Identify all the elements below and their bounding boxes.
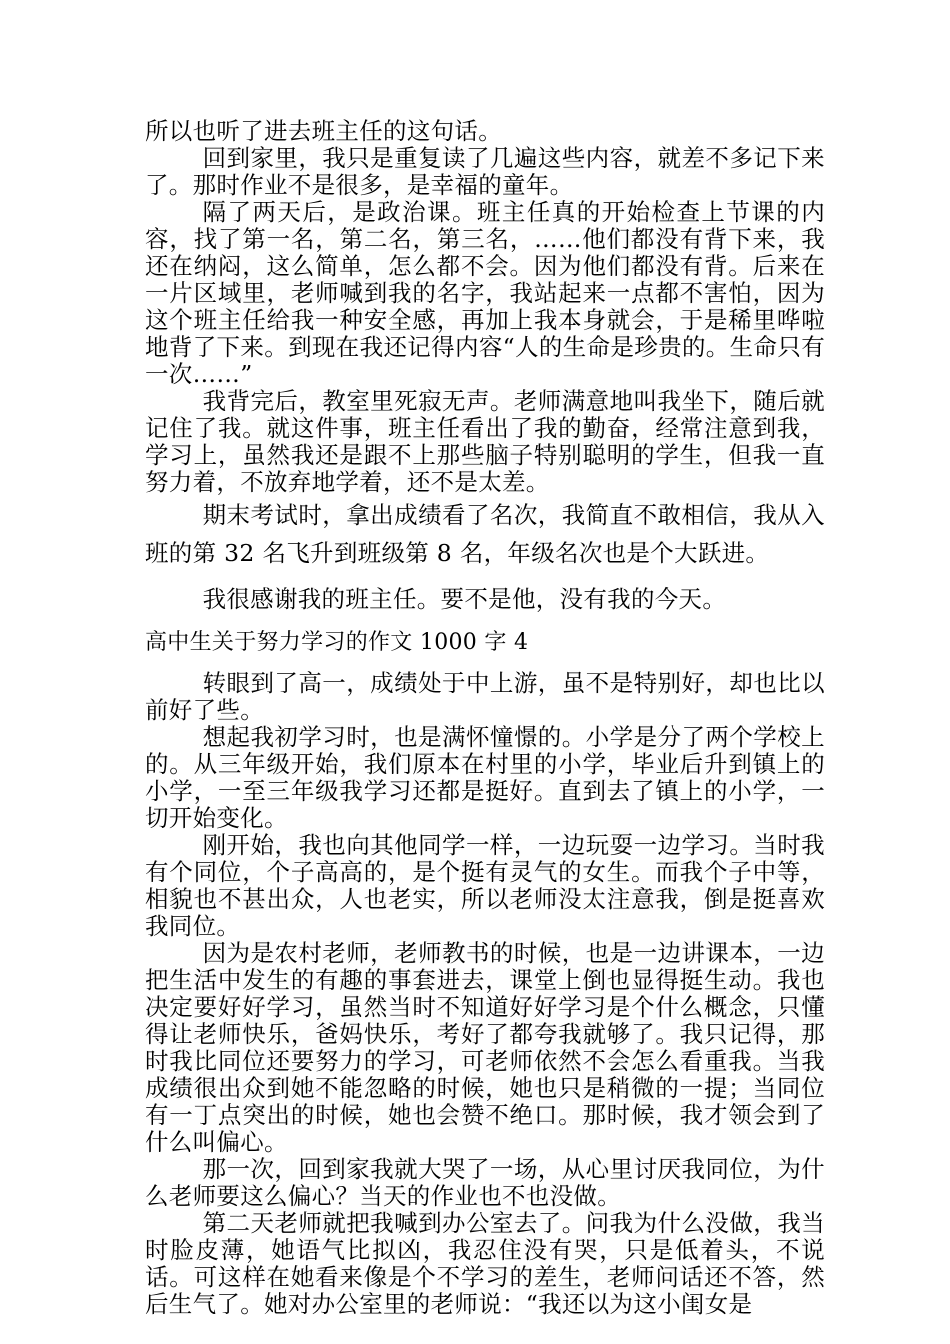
essay-paragraph-2: 想起我初学习时，也是满怀憧憬的。小学是分了两个学校上的。从三年级开始，我们原本在村里的小学，毕业后升到镇上的小学，一至三年级我学习还都是挺好。直到去了镇上的小学，一切开始变化。 (145, 723, 825, 832)
essay-paragraph-5: 那一次，回到家我就大哭了一场，从心里讨厌我同位，为什么老师要这么偏心？当天的作业也不也没做。 (145, 1155, 825, 1210)
paragraph-final-exam: 期末考试时，拿出成绩看了名次，我简直不敢相信，我从入班的第 32 名飞升到班级第 8 名，年级名次也是个大跃进。 (145, 501, 825, 567)
paragraph-politics-class: 隔了两天后，是政治课。班主任真的开始检查上节课的内容，找了第一名，第二名，第三名，……他们都没有背下来，我还在纳闷，这么简单，怎么都不会。因为他们都没有背。后来在一片区域里，老师喊到我的名字，我站起来一点都不害怕，因为这个班主任给我一种安全感，再加上我本身就会，于是稀里哗啦地背了下来。到现在我还记得内容“人的生命是珍贵的。生命只有一次……” (145, 198, 825, 388)
paragraph-memorize-at-home: 回到家里，我只是重复读了几遍这些内容，就差不多记下来了。那时作业不是很多，是幸福的童年。 (145, 144, 825, 199)
essay-paragraph-1: 转眼到了高一，成绩处于中上游，虽不是特别好，却也比以前好了些。 (145, 669, 825, 724)
essay-paragraph-6: 第二天老师就把我喊到办公室去了。问我为什么没做，我当时脸皮薄，她语气比拟凶，我忍住没有哭，只是低着头，不说话。可这样在她看来像是个不学习的差生，老师问话还不答，然后生气了。她对办公室里的老师说：“我还以为这小闺女是 (145, 1209, 825, 1318)
paragraph-after-reciting: 我背完后，教室里死寂无声。老师满意地叫我坐下，随后就记住了我。就这件事，班主任看出了我的勤奋，经常注意到我，学习上，虽然我还是跟不上那些脑子特别聪明的学生，但我一直努力着，不放弃地学着，还不是太差。 (145, 387, 825, 496)
document-page (145, 118, 825, 1318)
essay-paragraph-3: 刚开始，我也向其他同学一样，一边玩耍一边学习。当时我有个同位，个子高高的，是个挺有灵气的女生。而我个子中等，相貌也不甚出众，人也老实，所以老师没太注意我，倒是挺喜欢我同位。 (145, 831, 825, 940)
essay-heading: 高中生关于努力学习的作文 1000 字 4 (145, 630, 529, 655)
paragraph-thanks: 我很感谢我的班主任。要不是他，没有我的今天。 (202, 585, 727, 613)
paragraph-continuation: 所以也听了进去班主任的这句话。 (145, 117, 502, 145)
essay-paragraph-4: 因为是农村老师，老师教书的时候，也是一边讲课本，一边把生活中发生的有趣的事套进去，课堂上倒也显得挺生动。我也决定要好好学习，虽然当时不知道好好学习是个什么概念，只懂得让老师快乐，爸妈快乐，考好了都夸我就够了。我只记得，那时我比同位还要努力的学习，可老师依然不会怎么看重我。当我成绩很出众到她不能忽略的时候，她也只是稍微的一提；当同位有一丁点突出的时候，她也会赞不绝口。那时候，我才领会到了什么叫偏心。 (145, 939, 825, 1156)
